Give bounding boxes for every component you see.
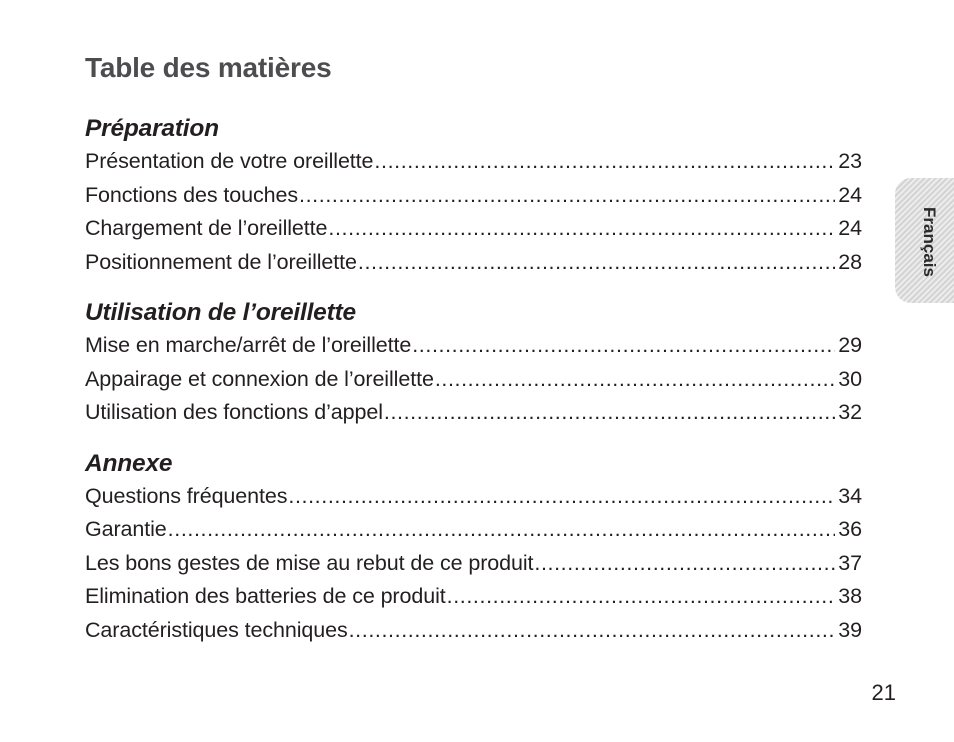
toc-entry-title: Caractéristiques techniques [85, 617, 348, 642]
toc-entry-page: 24 [838, 182, 862, 207]
toc-entry-title: Elimination des batteries de ce produit [85, 584, 446, 608]
toc-entry-title: Fonctions des touches [85, 182, 299, 207]
dot-leader [288, 480, 835, 514]
dot-leader [447, 580, 836, 614]
toc-entry-page: 37 [838, 550, 862, 575]
toc-section-utilisation [85, 294, 862, 430]
toc-entry-title: Présentation de votre oreillette [85, 149, 374, 173]
toc-entry-page: 38 [838, 584, 862, 608]
toc-entry-page: 28 [838, 249, 862, 274]
toc-entry-page: 29 [838, 333, 862, 357]
toc-entry-page: 36 [838, 517, 862, 541]
page-number: 21 [871, 680, 896, 705]
toc-entry[interactable] [85, 513, 862, 547]
toc-entry-title: Chargement de l’oreillette [85, 216, 328, 240]
toc-entry[interactable] [85, 614, 862, 648]
section-heading: Préparation [85, 115, 219, 142]
toc-entry[interactable] [85, 480, 862, 514]
section-heading: Annexe [85, 449, 173, 477]
toc-entry[interactable] [85, 212, 862, 246]
section-heading: Utilisation de l’oreillette [85, 299, 356, 326]
dot-leader [358, 246, 835, 280]
dot-leader [168, 513, 836, 547]
toc-entry[interactable] [85, 329, 862, 363]
toc-entry[interactable] [85, 547, 862, 581]
toc-entry[interactable] [85, 580, 862, 614]
toc-section-annexe [85, 445, 862, 648]
dot-leader [534, 547, 835, 581]
toc-entry[interactable] [85, 246, 862, 280]
toc-entry-page: 34 [838, 483, 862, 508]
page-title: Table des matières [85, 52, 332, 83]
toc-entry-page: 39 [838, 617, 862, 642]
language-tab-label: Français [920, 207, 939, 277]
toc-entry-page: 30 [838, 366, 862, 391]
toc-entry[interactable] [85, 363, 862, 397]
toc-entry[interactable] [85, 396, 862, 430]
toc-entry-title: Garantie [85, 517, 167, 541]
toc-entry-title: Utilisation des fonctions d’appel [85, 400, 383, 424]
toc-entry-title: Positionnement de l’oreillette [85, 249, 357, 274]
toc-entry-page: 23 [838, 149, 862, 173]
toc-entry-page: 24 [838, 216, 862, 240]
toc-entry-page: 32 [838, 400, 862, 424]
dot-leader [349, 614, 836, 648]
dot-leader [299, 179, 835, 213]
toc-entry-title: Mise en marche/arrêt de l’oreillette [85, 333, 412, 357]
dot-leader [412, 329, 835, 363]
dot-leader [374, 145, 835, 179]
toc-entry[interactable] [85, 179, 862, 213]
toc-entry-title: Les bons gestes de mise au rebut de ce produit [85, 550, 534, 575]
toc-section-preparation [85, 110, 862, 279]
dot-leader [384, 396, 835, 430]
dot-leader [328, 212, 835, 246]
table-of-contents [85, 110, 862, 647]
dot-leader [435, 363, 835, 397]
toc-entry[interactable] [85, 145, 862, 179]
toc-entry-title: Appairage et connexion de l’oreillette [85, 366, 434, 391]
toc-entry-title: Questions fréquentes [85, 483, 288, 508]
